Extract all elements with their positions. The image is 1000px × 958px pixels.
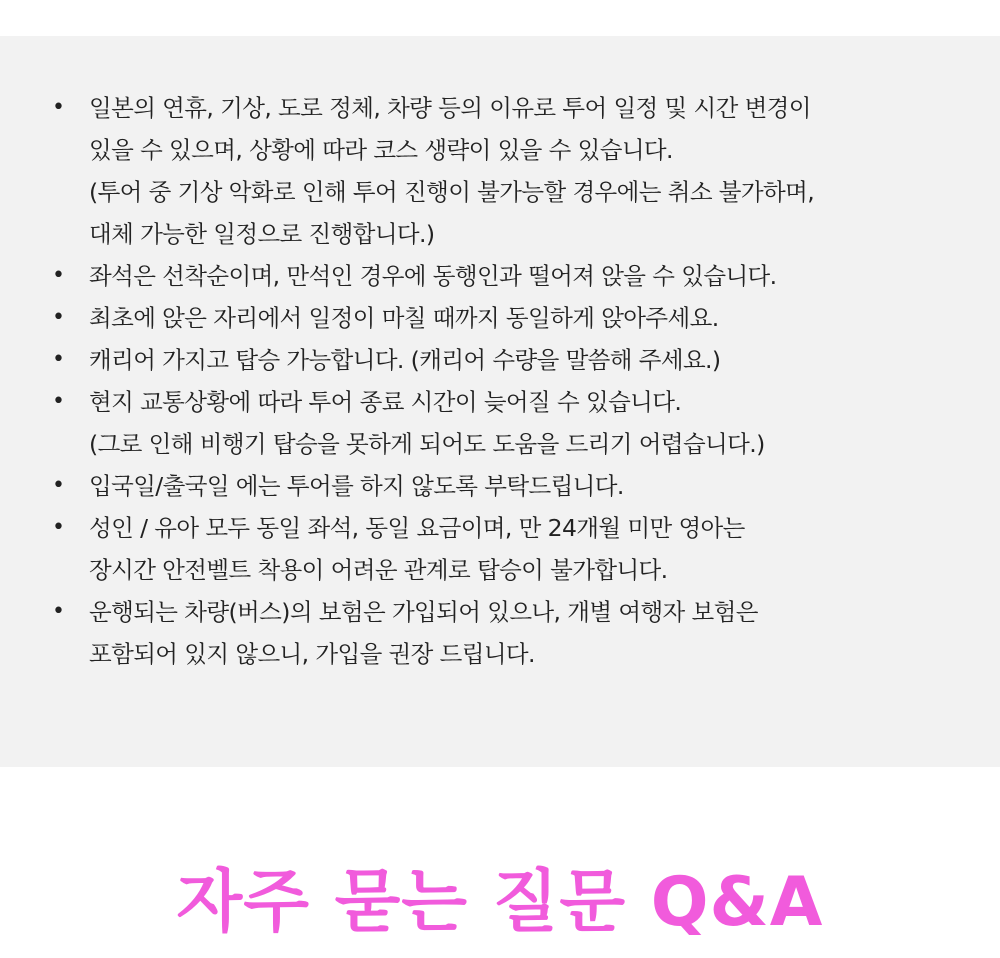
notice-line: 대체 가능한 일정으로 진행합니다.) xyxy=(89,220,435,248)
notice-line: 현지 교통상황에 따라 투어 종료 시간이 늦어질 수 있습니다. xyxy=(89,388,682,416)
notice-item xyxy=(0,465,1000,507)
bullet-dot-icon: • xyxy=(52,599,65,624)
notice-line: 최초에 앉은 자리에서 일정이 마칠 때까지 동일하게 앉아주세요. xyxy=(89,304,719,332)
cropped-section-heading xyxy=(0,0,1000,36)
notice-line: (투어 중 기상 악화로 인해 투어 진행이 불가능할 경우에는 취소 불가하며, xyxy=(89,178,815,206)
bullet-dot-icon: • xyxy=(52,473,65,498)
bullet-dot-icon: • xyxy=(52,95,65,120)
notice-item xyxy=(0,297,1000,339)
notice-line: (그로 인해 비행기 탑승을 못하게 되어도 도움을 드리기 어렵습니다.) xyxy=(89,430,765,458)
notice-list xyxy=(0,87,1000,675)
notice-panel xyxy=(0,36,1000,767)
notice-item xyxy=(0,381,1000,465)
notice-line: 운행되는 차량(버스)의 보험은 가입되어 있으나, 개별 여행자 보험은 xyxy=(89,598,758,626)
faq-section-title: 자주 묻는 질문 Q&A xyxy=(176,863,824,942)
notice-line: 일본의 연휴, 기상, 도로 정체, 차량 등의 이유로 투어 일정 및 시간 변경이 xyxy=(89,94,811,122)
notice-line: 포함되어 있지 않으니, 가입을 권장 드립니다. xyxy=(89,640,535,668)
notice-line: 장시간 안전벨트 착용이 어려운 관계로 탑승이 불가합니다. xyxy=(89,556,668,584)
notice-line: 있을 수 있으며, 상황에 따라 코스 생략이 있을 수 있습니다. xyxy=(89,136,673,164)
notice-line: 좌석은 선착순이며, 만석인 경우에 동행인과 떨어져 앉을 수 있습니다. xyxy=(89,262,777,290)
bullet-dot-icon: • xyxy=(52,389,65,414)
notice-line: 성인 / 유아 모두 동일 좌석, 동일 요금이며, 만 24개월 미만 영아는 xyxy=(89,514,745,542)
notice-item xyxy=(0,87,1000,255)
bullet-dot-icon: • xyxy=(52,263,65,288)
notice-line: 캐리어 가지고 탑승 가능합니다. (캐리어 수량을 말씀해 주세요.) xyxy=(89,346,721,374)
notice-line: 입국일/출국일 에는 투어를 하지 않도록 부탁드립니다. xyxy=(89,472,624,500)
notice-item xyxy=(0,339,1000,381)
bullet-dot-icon: • xyxy=(52,305,65,330)
notice-item xyxy=(0,255,1000,297)
notice-item xyxy=(0,507,1000,591)
notice-item xyxy=(0,591,1000,675)
bullet-dot-icon: • xyxy=(52,515,65,540)
bullet-dot-icon: • xyxy=(52,347,65,372)
